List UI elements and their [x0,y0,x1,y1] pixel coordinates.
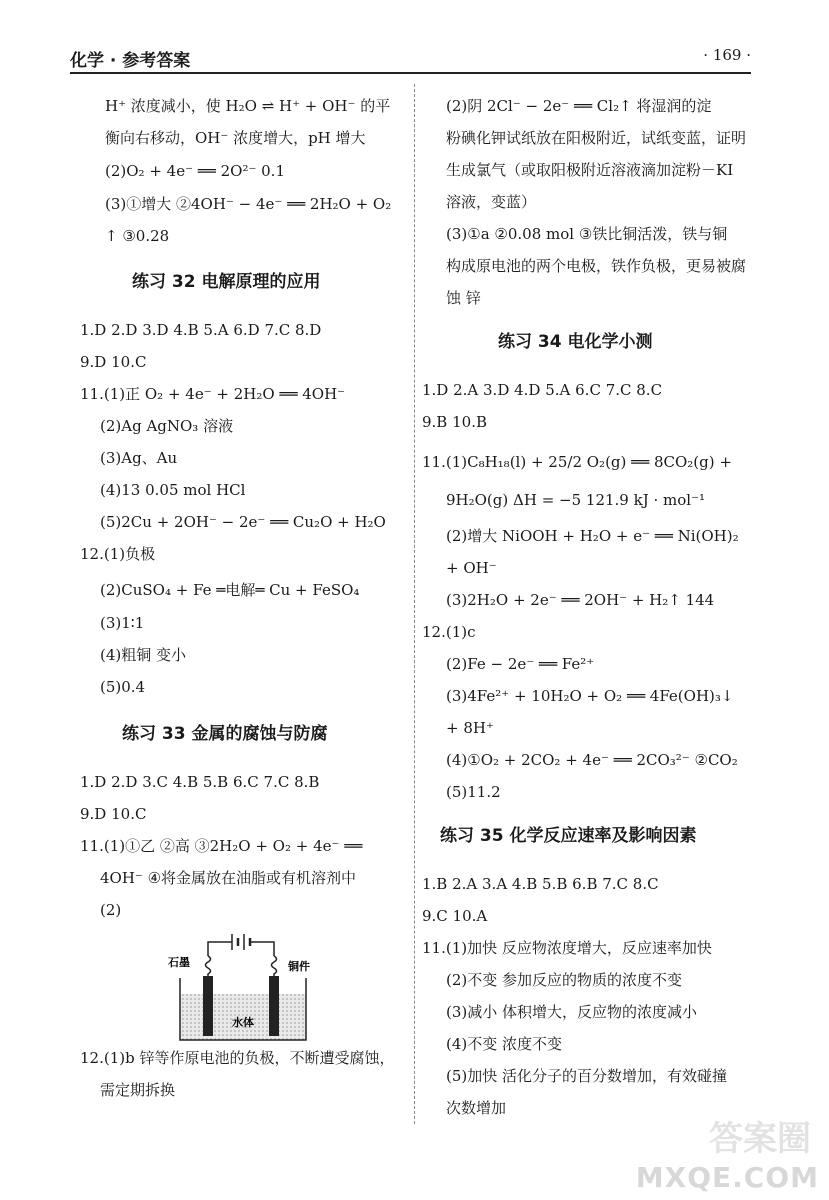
answer-line: 9H₂O(g) ΔH = −5 121.9 kJ · mol⁻¹ [446,491,706,509]
answer-line: 9.B 10.B [422,413,487,431]
answer-line: (4)①O₂ + 2CO₂ + 4e⁻ ══ 2CO₃²⁻ ②CO₂ [446,751,738,769]
answer-line: 11.(1)C₈H₁₈(l) + 25/2 O₂(g) ══ 8CO₂(g) + [422,453,732,471]
answer-line: 1.B 2.A 3.A 4.B 5.B 6.B 7.C 8.C [422,875,659,893]
answer-line: (3)①a ②0.08 mol ③铁比铜活泼，铁与铜 [446,225,728,243]
answer-line: 次数增加 [446,1099,507,1117]
answer-line: (5)11.2 [446,783,501,801]
answer-line: (4)粗铜 变小 [100,646,187,664]
corrosion-diagram [150,926,330,1044]
answer-line: (2)不变 参加反应的物质的浓度不变 [446,971,683,989]
answer-line: (2)Fe − 2e⁻ ══ Fe²⁺ [446,655,595,673]
page-header [70,44,751,74]
answer-line: + 8H⁺ [446,719,494,737]
answer-line: (5)0.4 [100,678,146,696]
answer-line: 9.D 10.C [80,353,147,371]
answer-line: 1.D 2.D 3.D 4.B 5.A 6.D 7.C 8.D [80,321,322,339]
answer-line: 12.(1)负极 [80,545,156,563]
answer-line: (2)Ag AgNO₃ 溶液 [100,417,234,435]
answer-line: 4OH⁻ ④将金属放在油脂或有机溶剂中 [100,869,357,887]
answer-line: (3)Ag、Au [100,449,178,467]
answer-line: 1.D 2.A 3.D 4.D 5.A 6.C 7.C 8.C [422,381,663,399]
answer-line: 11.(1)正 O₂ + 4e⁻ + 2H₂O ══ 4OH⁻ [80,385,346,403]
answer-line: 12.(1)b 锌等作原电池的负极，不断遭受腐蚀， [80,1049,395,1067]
answer-line: ↑ ③0.28 [105,227,170,245]
answer-line: 衡向右移动，OH⁻ 浓度增大，pH 增大 [105,129,366,147]
answer-line: (3)2H₂O + 2e⁻ ══ 2OH⁻ + H₂↑ 144 [446,591,715,609]
answer-line: 11.(1)①乙 ②高 ③2H₂O + O₂ + 4e⁻ ══ [80,837,363,855]
answer-line: (3)4Fe²⁺ + 10H₂O + O₂ ══ 4Fe(OH)₃↓ [446,687,734,705]
answer-line: 生成氯气（或取阳极附近溶液滴加淀粉－KI [446,161,734,179]
answer-line: (2)CuSO₄ + Fe ═电解═ Cu + FeSO₄ [100,581,360,599]
section-heading: 练习 33 金属的腐蚀与防腐 [122,724,328,744]
answer-line: (3)1∶1 [100,614,145,632]
answer-line: (2) [100,901,122,919]
answer-line: 9.D 10.C [80,805,147,823]
answer-line: (4)13 0.05 mol HCl [100,481,246,499]
answer-line: 12.(1)c [422,623,476,641]
answer-line: 9.C 10.A [422,907,488,925]
column-divider [414,84,415,1124]
answer-line: (2)增大 NiOOH + H₂O + e⁻ ══ Ni(OH)₂ [446,527,739,545]
answer-line: 构成原电池的两个电极，铁作负极，更易被腐 [446,257,747,275]
answer-line: (3)减小 体积增大，反应物的浓度减小 [446,1003,698,1021]
answer-line: (3)①增大 ②4OH⁻ − 4e⁻ ══ 2H₂O + O₂ [105,195,392,213]
section-heading: 练习 34 电化学小测 [498,332,653,352]
answer-line: + OH⁻ [446,559,497,577]
answer-line: 蚀 锌 [446,289,481,307]
answer-line: (2)O₂ + 4e⁻ ══ 2O²⁻ 0.1 [105,162,285,180]
section-heading: 练习 32 电解原理的应用 [132,272,321,292]
answer-line: (5)加快 活化分子的百分数增加，有效碰撞 [446,1067,728,1085]
answer-line: 溶液，变蓝） [446,193,537,211]
page-number: · 169 · [703,46,751,64]
header-title: 化学 · 参考答案 [70,51,191,71]
answer-line: 需定期拆换 [100,1081,176,1099]
answer-line: 1.D 2.D 3.C 4.B 5.B 6.C 7.C 8.B [80,773,320,791]
section-heading: 练习 35 化学反应速率及影响因素 [440,826,697,846]
answer-line: (4)不变 浓度不变 [446,1035,563,1053]
label-water: 水体 [232,1016,254,1029]
answer-line: (2)阴 2Cl⁻ − 2e⁻ ══ Cl₂↑ 将湿润的淀 [446,97,712,115]
watermark-logo: 答案圈 [709,1119,811,1159]
watermark-url: MXQE.COM [635,1161,819,1194]
answer-line: 粉碘化钾试纸放在阳极附近，试纸变蓝，证明 [446,129,747,147]
answer-line: H⁺ 浓度减小，使 H₂O ⇌ H⁺ + OH⁻ 的平 [105,97,391,115]
answer-line: 11.(1)加快 反应物浓度增大，反应速率加快 [422,939,712,957]
answer-line: (5)2Cu + 2OH⁻ − 2e⁻ ══ Cu₂O + H₂O [100,513,386,531]
label-graphite: 石墨 [168,956,190,969]
label-copper: 铜件 [288,960,310,973]
